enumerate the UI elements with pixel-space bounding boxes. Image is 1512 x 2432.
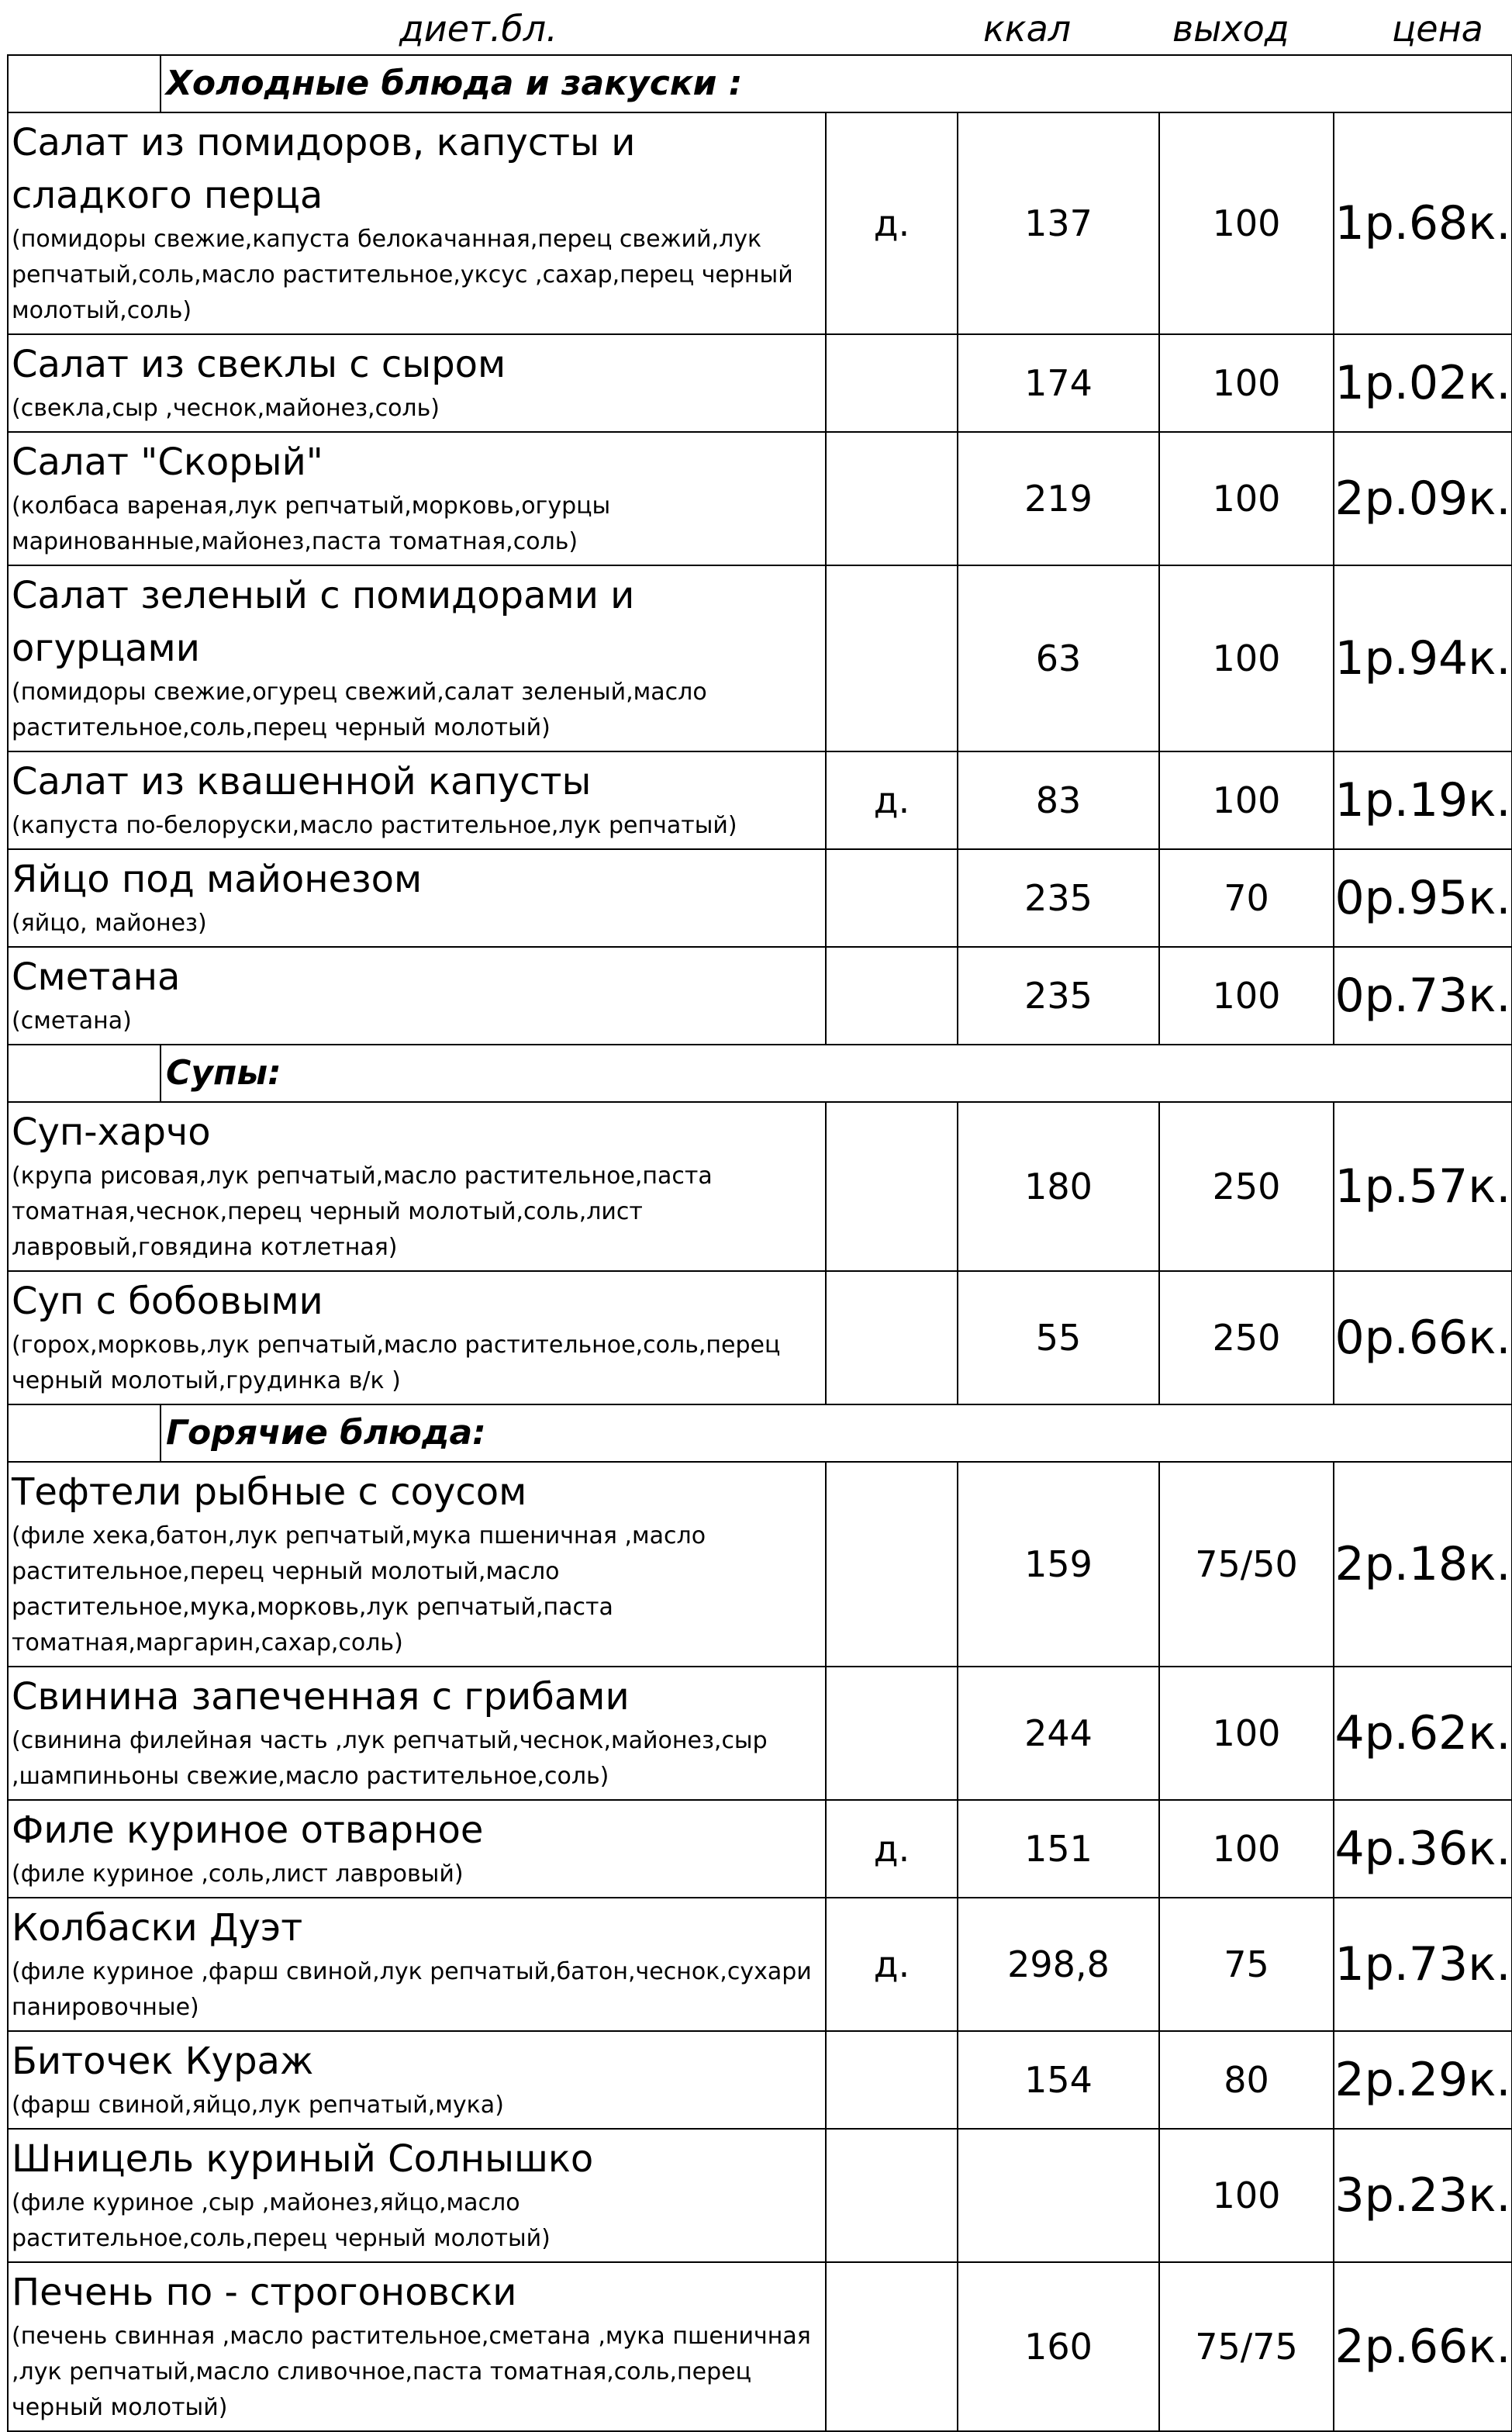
- menu-row: [8, 1667, 1512, 1800]
- output-value: 80: [1159, 2031, 1334, 2129]
- dish-cell: [8, 334, 826, 432]
- kcal-value: 160: [958, 2262, 1159, 2431]
- dish-name: Биточек Кураж: [12, 2040, 314, 2083]
- dish-name: Печень по - строгоновски: [12, 2271, 517, 2314]
- dish-name: Тефтели рыбные с соусом: [12, 1470, 527, 1514]
- menu-row: [8, 334, 1512, 432]
- kcal-value: 154: [958, 2031, 1159, 2129]
- menu-row: [8, 2262, 1512, 2431]
- column-header: [0, 0, 1512, 54]
- price-value: 2р.09к.: [1334, 432, 1512, 565]
- dish-ingredients: (филе куриное ,сыр ,майонез,яйцо,масло растительное,соль,перец черный молотый): [12, 2189, 551, 2252]
- dish-name: Шницель куриный Солнышко: [12, 2137, 594, 2181]
- kcal-value: 244: [958, 1667, 1159, 1800]
- dish-ingredients: (сметана): [12, 1007, 132, 1035]
- price-value: 3р.23к.: [1334, 2129, 1512, 2262]
- dish-ingredients: (печень свинная ,масло растительное,сметана ,мука пшеничная ,лук репчатый,масло сливочное,паста томатная,соль,перец черный молотый): [12, 2323, 811, 2421]
- dish-cell: [8, 1271, 826, 1404]
- dish-name: Сметана: [12, 955, 181, 999]
- dish-cell: [8, 1667, 826, 1800]
- dish-cell: [8, 1800, 826, 1898]
- price-value: 2р.18к.: [1334, 1462, 1512, 1667]
- kcal-value: 55: [958, 1271, 1159, 1404]
- price-value: 2р.66к.: [1334, 2262, 1512, 2431]
- output-value: 75/75: [1159, 2262, 1334, 2431]
- kcal-value: 83: [958, 751, 1159, 849]
- kcal-value: 63: [958, 565, 1159, 751]
- kcal-value: 151: [958, 1800, 1159, 1898]
- diet-mark: [826, 1271, 958, 1404]
- dish-ingredients: (фарш свиной,яйцо,лук репчатый,мука): [12, 2092, 504, 2119]
- menu-body: [8, 55, 1512, 2431]
- dish-name: Колбаски Дуэт: [12, 1906, 303, 1950]
- kcal-value: 180: [958, 1102, 1159, 1271]
- menu-row: [8, 565, 1512, 751]
- menu-row: [8, 112, 1512, 334]
- kcal-value: 174: [958, 334, 1159, 432]
- dish-name: Суп-харчо: [12, 1111, 211, 1154]
- dish-ingredients: (яйцо, майонез): [12, 910, 207, 937]
- kcal-value: 298,8: [958, 1898, 1159, 2031]
- menu-row: [8, 1800, 1512, 1898]
- section-header-spacer: [9, 1405, 161, 1461]
- price-value: 0р.66к.: [1334, 1271, 1512, 1404]
- dish-name: Салат из квашенной капусты: [12, 760, 592, 803]
- dish-cell: [8, 2129, 826, 2262]
- dish-cell: [8, 565, 826, 751]
- price-value: 1р.68к.: [1334, 112, 1512, 334]
- dish-name: Филе куриное отварное: [12, 1808, 484, 1852]
- dish-cell: [8, 432, 826, 565]
- output-value: 100: [1159, 1667, 1334, 1800]
- diet-mark: [826, 849, 958, 947]
- output-value: 250: [1159, 1271, 1334, 1404]
- output-value: 100: [1159, 565, 1334, 751]
- menu-row: [8, 2129, 1512, 2262]
- menu-row: [8, 1102, 1512, 1271]
- price-value: 1р.94к.: [1334, 565, 1512, 751]
- output-value: 70: [1159, 849, 1334, 947]
- diet-mark: [826, 2129, 958, 2262]
- kcal-value: 219: [958, 432, 1159, 565]
- diet-mark: [826, 947, 958, 1045]
- menu-row: [8, 1271, 1512, 1404]
- dish-ingredients: (помидоры свежие,огурец свежий,салат зеленый,масло растительное,соль,перец черный молотый): [12, 679, 707, 741]
- dish-name: Салат из свеклы с сыром: [12, 343, 506, 386]
- kcal-value: 137: [958, 112, 1159, 334]
- diet-mark: [826, 1667, 958, 1800]
- section-title: Супы:: [166, 1053, 281, 1093]
- diet-mark: [826, 565, 958, 751]
- output-value: 100: [1159, 432, 1334, 565]
- dish-cell: [8, 112, 826, 334]
- dish-name: Суп с бобовыми: [12, 1280, 323, 1323]
- menu-row: [8, 947, 1512, 1045]
- dish-cell: [8, 849, 826, 947]
- section-header-spacer: [9, 56, 161, 112]
- dish-ingredients: (помидоры свежие,капуста белокачанная,перец свежий,лук репчатый,соль,масло растительное,уксус ,сахар,перец черный молотый,соль): [12, 226, 793, 324]
- output-value: 100: [1159, 1800, 1334, 1898]
- diet-mark: [826, 334, 958, 432]
- dish-ingredients: (филе куриное ,соль,лист лавровый): [12, 1860, 464, 1888]
- dish-name: Яйцо под майонезом: [12, 858, 423, 901]
- diet-mark: д.: [826, 751, 958, 849]
- section-header: [8, 1404, 1512, 1462]
- output-value: 100: [1159, 947, 1334, 1045]
- diet-mark: [826, 1462, 958, 1667]
- price-value: 0р.95к.: [1334, 849, 1512, 947]
- section-header: [8, 55, 1512, 112]
- dish-ingredients: (крупа рисовая,лук репчатый,масло растительное,паста томатная,чеснок,перец черный молотый,соль,лист лавровый,говядина котлетная): [12, 1162, 713, 1261]
- menu-row: [8, 432, 1512, 565]
- output-value: 75: [1159, 1898, 1334, 2031]
- dish-cell: [8, 1462, 826, 1667]
- diet-mark: [826, 2262, 958, 2431]
- output-value: 100: [1159, 334, 1334, 432]
- dish-ingredients: (колбаса вареная,лук репчатый,морковь,огурцы маринованные,майонез,паста томатная,соль): [12, 492, 611, 555]
- price-value: 1р.57к.: [1334, 1102, 1512, 1271]
- section-title: Горячие блюда:: [166, 1413, 486, 1453]
- price-value: 1р.02к.: [1334, 334, 1512, 432]
- section-header: [8, 1045, 1512, 1102]
- menu-row: [8, 1898, 1512, 2031]
- dish-name: Салат зеленый с помидорами и огурцами: [12, 574, 635, 670]
- price-value: 4р.36к.: [1334, 1800, 1512, 1898]
- dish-cell: [8, 2031, 826, 2129]
- dish-cell: [8, 947, 826, 1045]
- menu-row: [8, 2031, 1512, 2129]
- price-value: 0р.73к.: [1334, 947, 1512, 1045]
- price-value: 1р.19к.: [1334, 751, 1512, 849]
- kcal-value: 235: [958, 849, 1159, 947]
- output-value: 100: [1159, 751, 1334, 849]
- dish-name: Салат из помидоров, капусты и сладкого перца: [12, 121, 636, 217]
- price-value: 4р.62к.: [1334, 1667, 1512, 1800]
- menu-row: [8, 849, 1512, 947]
- dish-cell: [8, 751, 826, 849]
- price-value: 1р.73к.: [1334, 1898, 1512, 2031]
- dish-cell: [8, 1898, 826, 2031]
- dish-ingredients: (капуста по-белоруски,масло растительное,лук репчатый): [12, 812, 737, 839]
- menu-row: [8, 751, 1512, 849]
- diet-mark: д.: [826, 1898, 958, 2031]
- diet-mark: [826, 1102, 958, 1271]
- col-diet-label: диет.бл.: [399, 8, 558, 50]
- col-output-label: выход: [1172, 8, 1289, 50]
- kcal-value: 235: [958, 947, 1159, 1045]
- section-header-spacer: [9, 1045, 161, 1101]
- price-value: 2р.29к.: [1334, 2031, 1512, 2129]
- dish-ingredients: (горох,морковь,лук репчатый,масло растительное,соль,перец черный молотый,грудинка в/к ): [12, 1332, 781, 1394]
- kcal-value: [958, 2129, 1159, 2262]
- menu-table: [7, 54, 1512, 2432]
- dish-ingredients: (свекла,сыр ,чеснок,майонез,соль): [12, 395, 440, 422]
- dish-cell: [8, 2262, 826, 2431]
- dish-ingredients: (филе куриное ,фарш свиной,лук репчатый,батон,чеснок,сухари панировочные): [12, 1958, 812, 2021]
- section-title: Холодные блюда и закуски :: [166, 64, 743, 103]
- dish-ingredients: (свинина филейная часть ,лук репчатый,чеснок,майонез,сыр ,шампиньоны свежие,масло растительное,соль): [12, 1727, 768, 1790]
- dish-cell: [8, 1102, 826, 1271]
- dish-name: Свинина запеченная с грибами: [12, 1675, 630, 1719]
- col-kcal-label: ккал: [983, 8, 1072, 50]
- output-value: 75/50: [1159, 1462, 1334, 1667]
- dish-ingredients: (филе хека,батон,лук репчатый,мука пшеничная ,масло растительное,перец черный молотый,масло растительное,мука,морковь,лук репчатый,паста томатная,маргарин,сахар,соль): [12, 1522, 706, 1656]
- output-value: 100: [1159, 2129, 1334, 2262]
- diet-mark: [826, 432, 958, 565]
- output-value: 100: [1159, 112, 1334, 334]
- diet-mark: [826, 2031, 958, 2129]
- diet-mark: д.: [826, 112, 958, 334]
- output-value: 250: [1159, 1102, 1334, 1271]
- menu-row: [8, 1462, 1512, 1667]
- dish-name: Салат "Скорый": [12, 440, 323, 484]
- kcal-value: 159: [958, 1462, 1159, 1667]
- col-price-label: цена: [1392, 8, 1483, 50]
- diet-mark: д.: [826, 1800, 958, 1898]
